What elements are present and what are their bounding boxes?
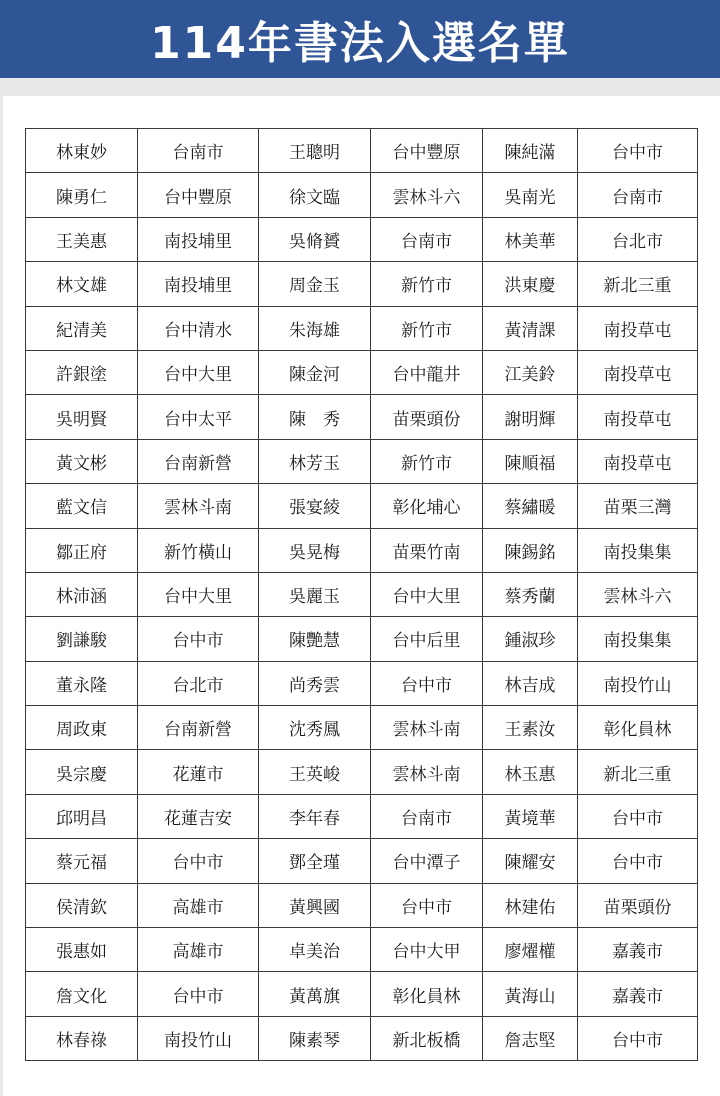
winner-location-cell: 雲林斗南 [138, 484, 259, 528]
winner-location-cell: 台中后里 [371, 617, 483, 661]
winner-name-cell: 黃清課 [483, 306, 578, 350]
winner-location-cell: 雲林斗南 [371, 750, 483, 794]
table-row [26, 617, 698, 661]
winner-name-cell: 黃文彬 [26, 439, 138, 483]
winner-location-cell: 苗栗竹南 [371, 528, 483, 572]
winner-location-cell: 高雄市 [138, 928, 259, 972]
table-row [26, 883, 698, 927]
winner-name-cell: 吳明賢 [26, 395, 138, 439]
winner-location-cell: 新竹市 [371, 262, 483, 306]
table-row [26, 1016, 698, 1060]
winner-name-cell: 黃境華 [483, 794, 578, 838]
winner-location-cell: 台中市 [138, 972, 259, 1016]
winner-location-cell: 嘉義市 [578, 928, 698, 972]
page-title: 114年書法入選名單 [150, 18, 570, 69]
winner-name-cell: 林沛涵 [26, 572, 138, 616]
winner-location-cell: 苗栗頭份 [578, 883, 698, 927]
winner-name-cell: 王英峻 [259, 750, 371, 794]
winner-name-cell: 鍾淑珍 [483, 617, 578, 661]
winner-name-cell: 邱明昌 [26, 794, 138, 838]
winner-name-cell: 許銀塗 [26, 350, 138, 394]
winner-name-cell: 周政東 [26, 706, 138, 750]
winner-name-cell: 林文雄 [26, 262, 138, 306]
winner-location-cell: 南投竹山 [138, 1016, 259, 1060]
winner-name-cell: 洪東慶 [483, 262, 578, 306]
winner-location-cell: 台中潭子 [371, 839, 483, 883]
winner-location-cell: 新竹橫山 [138, 528, 259, 572]
winner-name-cell: 陳金河 [259, 350, 371, 394]
winner-location-cell: 新竹市 [371, 439, 483, 483]
winner-name-cell: 陳 秀 [259, 395, 371, 439]
winner-name-cell: 廖燿權 [483, 928, 578, 972]
table-row [26, 395, 698, 439]
winner-name-cell: 陳素琴 [259, 1016, 371, 1060]
winner-name-cell: 王素汝 [483, 706, 578, 750]
winner-location-cell: 高雄市 [138, 883, 259, 927]
table-row [26, 528, 698, 572]
table-row [26, 661, 698, 705]
table-row [26, 794, 698, 838]
winner-location-cell: 苗栗三灣 [578, 484, 698, 528]
winner-name-cell: 李年春 [259, 794, 371, 838]
winner-location-cell: 新北板橋 [371, 1016, 483, 1060]
winner-location-cell: 台中清水 [138, 306, 259, 350]
winner-location-cell: 南投竹山 [578, 661, 698, 705]
table-row [26, 306, 698, 350]
winner-location-cell: 彰化員林 [371, 972, 483, 1016]
winner-name-cell: 林玉惠 [483, 750, 578, 794]
winner-location-cell: 台中市 [578, 839, 698, 883]
header-banner [0, 0, 720, 78]
table-row [26, 262, 698, 306]
winner-name-cell: 沈秀鳳 [259, 706, 371, 750]
winner-name-cell: 陳順福 [483, 439, 578, 483]
winner-name-cell: 陳耀安 [483, 839, 578, 883]
table-row [26, 750, 698, 794]
winner-name-cell: 林春祿 [26, 1016, 138, 1060]
winner-location-cell: 雲林斗南 [371, 706, 483, 750]
winner-name-cell: 黃海山 [483, 972, 578, 1016]
winner-name-cell: 詹文化 [26, 972, 138, 1016]
winner-location-cell: 南投草屯 [578, 350, 698, 394]
winner-name-cell: 吳宗慶 [26, 750, 138, 794]
winner-location-cell: 彰化員林 [578, 706, 698, 750]
winner-name-cell: 尚秀雲 [259, 661, 371, 705]
table-row [26, 972, 698, 1016]
winner-location-cell: 南投埔里 [138, 262, 259, 306]
winner-location-cell: 嘉義市 [578, 972, 698, 1016]
winner-name-cell: 劉謙駿 [26, 617, 138, 661]
winner-name-cell: 紀清美 [26, 306, 138, 350]
winner-location-cell: 台中大里 [371, 572, 483, 616]
winner-name-cell: 林芳玉 [259, 439, 371, 483]
winner-location-cell: 台中大甲 [371, 928, 483, 972]
table-row [26, 350, 698, 394]
winner-location-cell: 花蓮吉安 [138, 794, 259, 838]
roster-table-body [26, 129, 698, 1061]
winner-location-cell: 台中豐原 [371, 129, 483, 173]
winner-location-cell: 台南市 [371, 217, 483, 261]
winner-name-cell: 張宴綾 [259, 484, 371, 528]
table-row [26, 928, 698, 972]
winner-name-cell: 詹志堅 [483, 1016, 578, 1060]
roster-sheet [3, 96, 720, 1096]
winner-location-cell: 台中大里 [138, 572, 259, 616]
winner-name-cell: 蔡繡暖 [483, 484, 578, 528]
winner-location-cell: 新竹市 [371, 306, 483, 350]
winner-name-cell: 鄧全瑾 [259, 839, 371, 883]
winner-name-cell: 蔡秀蘭 [483, 572, 578, 616]
winner-name-cell: 吳南光 [483, 173, 578, 217]
table-row [26, 572, 698, 616]
winner-name-cell: 藍文信 [26, 484, 138, 528]
table-row [26, 173, 698, 217]
winner-name-cell: 林吉成 [483, 661, 578, 705]
winner-name-cell: 吳脩贇 [259, 217, 371, 261]
winner-location-cell: 台中市 [138, 839, 259, 883]
winner-name-cell: 徐文臨 [259, 173, 371, 217]
winner-name-cell: 王美惠 [26, 217, 138, 261]
winner-location-cell: 新北三重 [578, 262, 698, 306]
winner-name-cell: 陳勇仁 [26, 173, 138, 217]
winner-location-cell: 苗栗頭份 [371, 395, 483, 439]
winner-name-cell: 蔡元福 [26, 839, 138, 883]
winner-location-cell: 彰化埔心 [371, 484, 483, 528]
winner-location-cell: 雲林斗六 [371, 173, 483, 217]
winner-location-cell: 台北市 [138, 661, 259, 705]
table-row [26, 706, 698, 750]
winner-name-cell: 吳麗玉 [259, 572, 371, 616]
winner-name-cell: 鄒正府 [26, 528, 138, 572]
winner-location-cell: 台中市 [371, 661, 483, 705]
winner-location-cell: 台中市 [578, 1016, 698, 1060]
winner-location-cell: 台中市 [371, 883, 483, 927]
winner-location-cell: 台南新營 [138, 439, 259, 483]
winner-name-cell: 朱海雄 [259, 306, 371, 350]
winner-name-cell: 江美鈴 [483, 350, 578, 394]
winner-name-cell: 謝明輝 [483, 395, 578, 439]
winner-location-cell: 南投集集 [578, 528, 698, 572]
winner-name-cell: 王聰明 [259, 129, 371, 173]
winner-name-cell: 陳艷慧 [259, 617, 371, 661]
winner-name-cell: 黃興國 [259, 883, 371, 927]
winner-location-cell: 南投埔里 [138, 217, 259, 261]
winner-name-cell: 周金玉 [259, 262, 371, 306]
winner-name-cell: 侯清欽 [26, 883, 138, 927]
winner-location-cell: 台南市 [371, 794, 483, 838]
winner-location-cell: 台南新營 [138, 706, 259, 750]
winner-location-cell: 花蓮市 [138, 750, 259, 794]
table-row [26, 839, 698, 883]
winner-location-cell: 台中豐原 [138, 173, 259, 217]
table-row [26, 129, 698, 173]
winner-location-cell: 南投草屯 [578, 306, 698, 350]
winner-location-cell: 台中龍井 [371, 350, 483, 394]
winner-location-cell: 雲林斗六 [578, 572, 698, 616]
winner-location-cell: 台中太平 [138, 395, 259, 439]
winner-location-cell: 台南市 [578, 173, 698, 217]
winner-location-cell: 新北三重 [578, 750, 698, 794]
table-row [26, 217, 698, 261]
winner-location-cell: 台中市 [138, 617, 259, 661]
winner-name-cell: 林東妙 [26, 129, 138, 173]
winner-name-cell: 卓美治 [259, 928, 371, 972]
table-row [26, 484, 698, 528]
winner-name-cell: 張惠如 [26, 928, 138, 972]
winner-location-cell: 南投草屯 [578, 395, 698, 439]
winner-name-cell: 吳晃梅 [259, 528, 371, 572]
roster-table [25, 128, 698, 1061]
winner-name-cell: 陳純滿 [483, 129, 578, 173]
winner-location-cell: 台南市 [138, 129, 259, 173]
winner-location-cell: 台北市 [578, 217, 698, 261]
winner-location-cell: 台中市 [578, 794, 698, 838]
winner-name-cell: 林美華 [483, 217, 578, 261]
winner-name-cell: 黃萬旗 [259, 972, 371, 1016]
winner-location-cell: 台中市 [578, 129, 698, 173]
table-row [26, 439, 698, 483]
winner-name-cell: 陳錫銘 [483, 528, 578, 572]
winner-location-cell: 南投草屯 [578, 439, 698, 483]
winner-location-cell: 台中大里 [138, 350, 259, 394]
winner-name-cell: 董永隆 [26, 661, 138, 705]
winner-location-cell: 南投集集 [578, 617, 698, 661]
winner-name-cell: 林建佑 [483, 883, 578, 927]
